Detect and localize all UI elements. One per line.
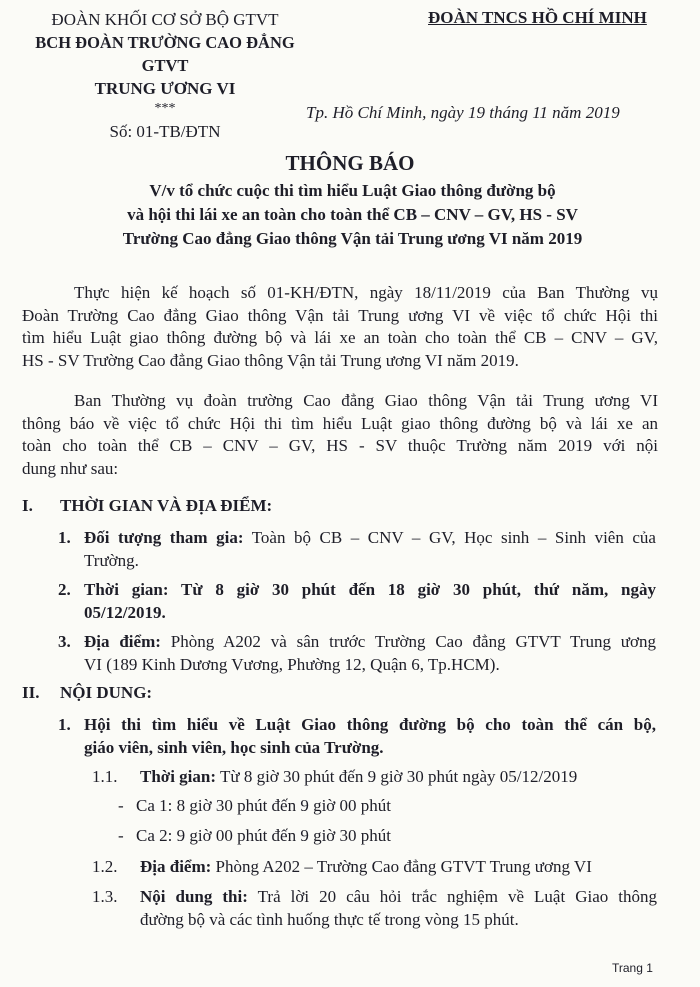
sub-item-text: Phòng A202 – Trường Cao đẳng GTVT Trung ương VI [215,857,592,876]
item-number: 1. [58,715,71,734]
item-label: Địa điểm: [84,632,161,651]
intro-paragraph-1 [22,282,658,372]
sub-item-number: 1.3. [92,887,118,906]
item-text: 05/12/2019. [84,602,166,622]
sub-item-label: Nội dung thi: [140,887,248,906]
sub-item-text: đường bộ và các tình huống thực tế trong vòng 15 phút. [140,909,519,929]
org-line-1: ĐOÀN KHỐI CƠ SỞ BỘ GTVT [51,10,279,29]
document-date: Tp. Hồ Chí Minh, ngày 19 tháng 11 năm 2019 [306,103,620,122]
item-number: 1. [58,528,71,547]
org-line-3: TRUNG ƯƠNG VI [94,79,236,98]
subtitle-line-1: V/v tổ chức cuộc thi tìm hiểu Luật Giao thông đường bộ [149,181,556,200]
item-text: Từ 8 giờ 30 phút đến 18 giờ 30 phút, thứ năm, ngày [181,580,656,599]
item-text: VI (189 Kinh Dương Vương, Phường 12, Quận 6, Tp.HCM). [84,654,500,674]
item-number: 2. [58,580,71,599]
section-heading-2 [22,683,152,703]
subtitle-line-2: và hội thi lái xe an toàn cho toàn thể CB – CNV – GV, HS - SV [127,205,578,224]
paragraph-line: toàn cho toàn thể CB – CNV – GV, HS - SV thuộc Trường năm 2019 với nội [22,436,658,455]
sub-item [92,766,657,789]
document-subtitle [40,179,665,251]
paragraph-line: dung như sau: [22,458,119,478]
list-item [58,714,656,759]
org-line-2: BCH ĐOÀN TRƯỜNG CAO ĐẲNG GTVT [35,33,295,75]
page-number: Trang 1 [612,961,653,975]
item-text: Trường. [84,550,139,570]
paragraph-line: thông báo về việc tổ chức Hội thi tìm hiểu Luật giao thông đường bộ và lái xe an [22,413,658,433]
section-number: I. [22,496,33,515]
item-text: Toàn bộ CB – CNV – GV, Học sinh – Sinh viên của [251,528,656,547]
list-item [58,527,656,572]
bullet-dash: - [118,826,124,845]
paragraph-line: HS - SV Trường Cao đẳng Giao thông Vận tải Trung ương VI năm 2019. [22,350,519,370]
party-organization: ĐOÀN TNCS HỒ CHÍ MINH [428,8,647,27]
paragraph-line: Đoàn Trường Cao đẳng Giao thông Vận tải Trung ương VI về việc tổ chức Hội thi [22,305,658,325]
item-text: giáo viên, sinh viên, học sinh của Trường. [84,737,384,757]
item-text: Phòng A202 và sân trước Trường Cao đẳng GTVT Trung ương [170,632,657,651]
sub-item-label: Thời gian: [140,767,217,786]
paragraph-line: Ban Thường vụ đoàn trường Cao đẳng Giao thông Vận tải Trung ương VI [74,391,658,410]
bullet-dash: - [118,796,124,815]
bullet-item [118,826,391,846]
paragraph-line: Thực hiện kế hoạch số 01-KH/ĐTN, ngày 18/11/2019 của Ban Thường vụ [74,283,658,302]
item-number: 3. [58,632,71,651]
section-title: THỜI GIAN VÀ ĐỊA ĐIỂM: [60,496,273,515]
sub-item-label: Địa điểm: [140,857,212,876]
issuing-organization [20,8,310,143]
document-title: THÔNG BÁO [285,151,415,175]
sub-item-number: 1.1. [92,767,118,786]
bullet-text: Ca 2: 9 giờ 00 phút đến 9 giờ 30 phút [136,826,392,845]
header-stars: *** [154,101,176,116]
document-number: Số: 01-TB/ĐTN [109,122,221,141]
sub-item [92,856,657,879]
intro-paragraph-2 [22,390,658,480]
item-label: Thời gian: [84,580,169,599]
item-text: Hội thi tìm hiểu về Luật Giao thông đường bộ cho toàn thể cán bộ, [84,715,656,734]
sub-item-text: Từ 8 giờ 30 phút đến 9 giờ 30 phút ngày 05/12/2019 [219,767,578,786]
sub-item [92,886,657,931]
bullet-text: Ca 1: 8 giờ 30 phút đến 9 giờ 00 phút [136,796,392,815]
paragraph-line: tìm hiểu Luật giao thông đường bộ và lái xe an toàn cho toàn thể CB – CNV – GV, [22,328,658,347]
section-heading-1 [22,496,272,516]
bullet-item [118,796,391,816]
list-item [58,631,656,676]
list-item [58,579,656,624]
item-label: Đối tượng tham gia: [84,528,244,547]
section-number: II. [22,683,40,702]
subtitle-line-3: Trường Cao đẳng Giao thông Vận tải Trung ương VI năm 2019 [122,229,583,248]
section-title: NỘI DUNG: [60,683,153,702]
sub-item-number: 1.2. [92,857,118,876]
sub-item-text: Trả lời 20 câu hỏi trắc nghiệm về Luật Giao thông [257,887,657,906]
